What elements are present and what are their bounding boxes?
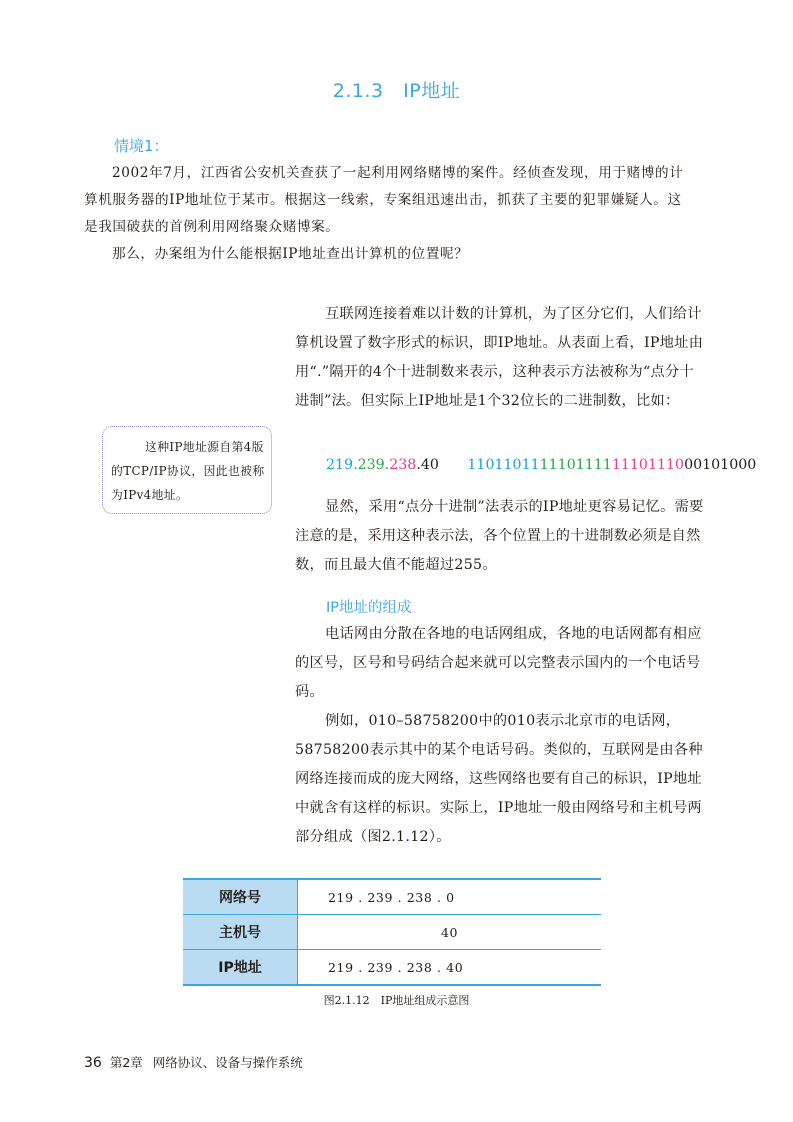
composition-paragraph: 电话网由分散在各地的电话网组成，各地的电话网都有相应的区号，区号和号码结合起来就可以完整表示国内的一个电话号码。 [295,626,702,700]
scenario-text [84,160,694,268]
side-note [102,426,272,514]
after-example-block [295,493,705,580]
row-value: 40 [440,924,459,940]
ip-decimal-part-3: 238 [389,457,417,473]
intro-paragraph-block [295,300,705,416]
ip-decimal-part-4: 40 [420,457,439,473]
ip-decimal-part-2: 239 [357,457,385,473]
row-value: 219 . 239 . 238 . 0 [328,889,455,905]
table-row [183,950,601,984]
row-header: IP地址 [183,950,298,984]
row-value: 219 . 239 . 238 . 40 [328,959,464,975]
ip-binary-part-4: 00101000 [684,457,757,473]
row-header: 主机号 [183,915,298,949]
ip-binary-part-1: 11011011 [467,457,540,473]
scenario-paragraph: 2002年7月，江西省公安机关查获了一起利用网络赌博的案件。经侦查发现，用于赌博的计算机服务器的IP地址位于某市。根据这一线索，专案组迅速出击，抓获了主要的犯罪嫌疑人。这是我国破获的首例利用网络聚众赌博案。 [84,165,684,235]
subheading: IP地址的组成 [326,600,412,616]
section-title: 2.1.3 IP地址 [332,80,461,102]
table-row [183,915,601,950]
chapter-title: 网络协议、设备与操作系统 [152,1055,303,1070]
page-footer [84,1053,303,1071]
composition-paragraph: 例如，010–58758200中的010表示北京市的电话网，58758200表示其中的某个电话号码。类似的，互联网是由各种网络连接而成的庞大网络，这些网络也要有自己的标识，IP地址中就含有这样的标识。实际上，IP地址一般由网络号和主机号两部分组成（图2.1.12）。 [295,713,703,845]
row-header: 网络号 [183,880,298,914]
composition-block [295,620,705,852]
page-number: 36 [84,1055,102,1071]
ip-binary-part-2: 11101111 [539,457,612,473]
ip-decimal-part-1: 219 [326,457,354,473]
side-note-text: 这种IP地址源自第4版的TCP/IP协议，因此也被称为IPv4地址。 [111,440,265,502]
scenario-label: 情境1： [114,137,169,155]
intro-paragraph: 互联网连接着难以计数的计算机，为了区分它们，人们给计算机设置了数字形式的标识，即IP地址。从表面上看，IP地址由用“.”隔开的4个十进制数来表示，这种表示方法被称为“点分十进制”法。但实际上IP地址是1个32位长的二进制数，比如： [295,306,704,409]
chapter-number: 第2章 [109,1055,143,1070]
ip-composition-table [183,878,601,986]
ip-binary-part-3: 11101110 [611,457,685,473]
after-example-paragraph: 显然，采用“点分十进制”法表示的IP地址更容易记忆。需要注意的是，采用这种表示法，各个位置上的十进制数必须是自然数，而且最大值不能超过255。 [295,499,704,573]
scenario-paragraph: 那么，办案组为什么能根据IP地址查出计算机的位置呢？ [112,246,469,262]
table-row [183,880,601,915]
figure-caption: 图2.1.12 IP地址组成示意图 [323,994,470,1007]
ip-example: 219.239.238.40 11011011111011111110111000101000 [326,457,757,473]
